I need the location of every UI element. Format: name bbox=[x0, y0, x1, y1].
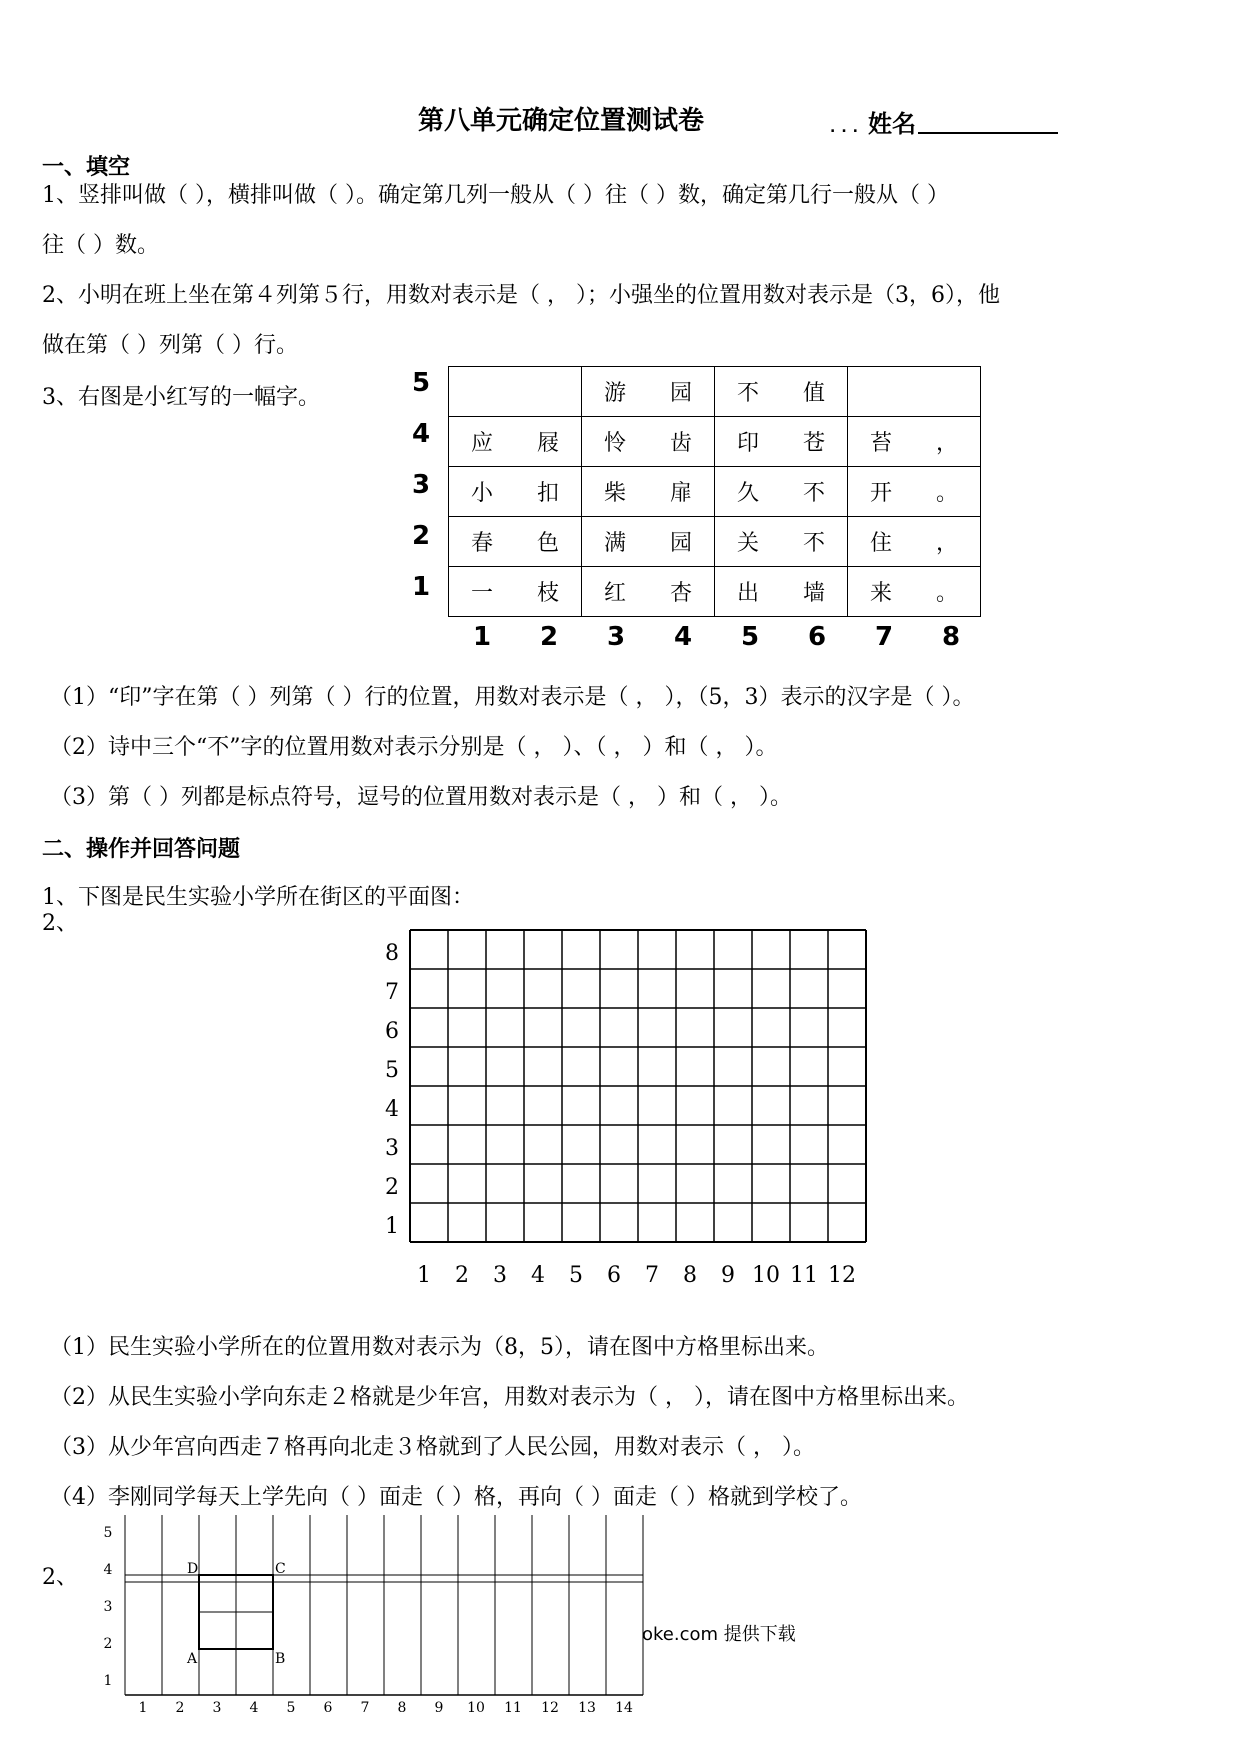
poem-col-label: 8 bbox=[941, 622, 961, 652]
s2-sub3: （3）从少年宫向西走７格再向北走３格就到了人民公园，用数对表示（ ， ）。 bbox=[50, 1435, 815, 1460]
poem-char: 。 bbox=[935, 481, 958, 506]
poem-cell bbox=[582, 467, 715, 517]
poem-char: 来 bbox=[869, 581, 892, 606]
poem-cell bbox=[715, 467, 848, 517]
grid1-x-label: 3 bbox=[493, 1263, 507, 1288]
grid2-x-label: 1 bbox=[138, 1700, 148, 1715]
poem-char: ， bbox=[935, 531, 958, 556]
grid1-x-label: 12 bbox=[828, 1263, 856, 1288]
name-label: 姓名 bbox=[867, 110, 916, 138]
grid2-y-label: 1 bbox=[103, 1673, 113, 1689]
watermark-text: oke.com 提供下载 bbox=[642, 1624, 796, 1645]
poem-row-label: 4 bbox=[412, 419, 431, 449]
poem-cell bbox=[715, 367, 848, 417]
grid2-x-label: 11 bbox=[504, 1700, 522, 1715]
rectangle-grid[interactable] bbox=[100, 1515, 660, 1715]
poem-char: 色 bbox=[536, 531, 559, 556]
poem-char: 柴 bbox=[603, 481, 626, 506]
grid2-x-label: 12 bbox=[541, 1700, 559, 1715]
poem-char: 苔 bbox=[869, 431, 892, 456]
poem-col-label: 1 bbox=[472, 622, 492, 652]
poem-grid bbox=[448, 366, 981, 617]
grid2-x-label: 5 bbox=[286, 1700, 296, 1715]
grid1-y-label: 5 bbox=[385, 1058, 399, 1083]
name-blank-line[interactable] bbox=[918, 132, 1058, 134]
poem-cell bbox=[715, 417, 848, 467]
poem-char: 扉 bbox=[669, 481, 692, 506]
poem-char: 春 bbox=[470, 531, 493, 556]
point-label-c: C bbox=[275, 1561, 286, 1577]
grid1-y-label: 8 bbox=[385, 941, 399, 966]
point-label-a: A bbox=[187, 1651, 198, 1667]
poem-char: 关 bbox=[736, 531, 759, 556]
point-label-b: B bbox=[275, 1651, 286, 1667]
grid1-x-label: 10 bbox=[752, 1263, 780, 1288]
poem-cell bbox=[848, 517, 981, 567]
section1-heading: 一、填空 bbox=[42, 155, 131, 180]
q3-sub3: （3）第（ ）列都是标点符号，逗号的位置用数对表示是（ ， ）和（ ， ）。 bbox=[50, 785, 792, 810]
poem-cell bbox=[715, 567, 848, 617]
poem-char: 一 bbox=[470, 581, 493, 606]
poem-cell bbox=[848, 567, 981, 617]
grid2-x-label: 14 bbox=[615, 1700, 633, 1715]
grid1-y-label: 2 bbox=[385, 1175, 399, 1200]
q2-line2: 做在第（ ）列第（ ）行。 bbox=[42, 333, 298, 358]
point-label-d: D bbox=[187, 1561, 199, 1577]
grid2-x-label: 8 bbox=[397, 1700, 407, 1715]
q1-line2: 往（ ）数。 bbox=[42, 233, 159, 258]
grid2-x-label: 9 bbox=[434, 1700, 444, 1715]
poem-cell bbox=[582, 567, 715, 617]
poem-char: 扣 bbox=[536, 481, 559, 506]
grid2-y-label: 2 bbox=[103, 1636, 113, 1652]
grid1-x-label: 9 bbox=[721, 1263, 735, 1288]
poem-col-label: 3 bbox=[606, 622, 626, 652]
poem-row bbox=[449, 417, 981, 467]
s2-q1-intro: 1、下图是民生实验小学所在街区的平面图： bbox=[42, 885, 474, 910]
s2-sub4: （4）李刚同学每天上学先向（ ）面走（ ）格，再向（ ）面走（ ）格就到学校了。 bbox=[50, 1485, 862, 1510]
grid2-x-label: 2 bbox=[175, 1700, 185, 1715]
poem-col-label: 2 bbox=[539, 622, 559, 652]
poem-cell bbox=[582, 417, 715, 467]
poem-char: 印 bbox=[736, 431, 759, 456]
grid1-y-label: 4 bbox=[385, 1097, 399, 1122]
grid1-x-label: 4 bbox=[531, 1263, 545, 1288]
grid2-x-label: 7 bbox=[360, 1700, 370, 1715]
grid1-y-label: 6 bbox=[385, 1019, 399, 1044]
grid1-x-label: 6 bbox=[607, 1263, 621, 1288]
page-title: 第八单元确定位置测试卷 bbox=[418, 106, 705, 136]
grid1-x-label: 1 bbox=[417, 1263, 431, 1288]
title-dots: ... bbox=[830, 120, 864, 136]
poem-row bbox=[449, 367, 981, 417]
poem-col-label: 7 bbox=[874, 622, 894, 652]
poem-row bbox=[449, 517, 981, 567]
poem-col-label: 5 bbox=[740, 622, 760, 652]
poem-cell bbox=[848, 467, 981, 517]
q3-sub1: （1）“印”字在第（ ）列第（ ）行的位置，用数对表示是（ ， ），（5，3）表示的汉字是（ ）。 bbox=[50, 685, 975, 710]
street-grid[interactable] bbox=[370, 925, 890, 1295]
grid1-x-label: 7 bbox=[645, 1263, 659, 1288]
poem-cell bbox=[449, 367, 582, 417]
poem-char: 。 bbox=[935, 581, 958, 606]
poem-row-label: 3 bbox=[412, 470, 431, 500]
grid2-x-label: 13 bbox=[578, 1700, 596, 1715]
poem-char: 苍 bbox=[802, 431, 825, 456]
poem-row-label: 2 bbox=[412, 521, 431, 551]
grid2-y-label: 5 bbox=[103, 1525, 113, 1541]
q1-line1: 1、竖排叫做（ ），横排叫做（ ）。确定第几列一般从（ ）往（ ）数，确定第几行一般从（ ） bbox=[42, 183, 949, 208]
s2-q2-label: 2、 bbox=[42, 1565, 78, 1590]
poem-char: 不 bbox=[802, 531, 825, 556]
poem-cell bbox=[715, 517, 848, 567]
poem-char: 不 bbox=[802, 481, 825, 506]
poem-char: 墙 bbox=[802, 581, 825, 606]
poem-char: 应 bbox=[470, 431, 493, 456]
grid1-y-label: 3 bbox=[385, 1136, 399, 1161]
grid2-y-label: 4 bbox=[103, 1562, 113, 1578]
grid1-y-label: 7 bbox=[385, 980, 399, 1005]
grid1-x-label: 8 bbox=[683, 1263, 697, 1288]
poem-cell bbox=[449, 417, 582, 467]
grid2-x-label: 10 bbox=[467, 1700, 485, 1715]
poem-cell bbox=[449, 517, 582, 567]
poem-char: 枝 bbox=[536, 581, 559, 606]
poem-char: 值 bbox=[802, 381, 825, 406]
s2-sub1: （1）民生实验小学所在的位置用数对表示为（8，5），请在图中方格里标出来。 bbox=[50, 1335, 829, 1360]
grid1-x-label: 5 bbox=[569, 1263, 583, 1288]
poem-char: ， bbox=[935, 431, 958, 456]
poem-row bbox=[449, 467, 981, 517]
section2-heading: 二、操作并回答问题 bbox=[42, 837, 241, 862]
poem-char: 开 bbox=[869, 481, 892, 506]
poem-cell bbox=[449, 567, 582, 617]
poem-col-label: 6 bbox=[807, 622, 827, 652]
poem-cell bbox=[582, 367, 715, 417]
poem-char: 红 bbox=[603, 581, 626, 606]
poem-cell bbox=[848, 417, 981, 467]
poem-char: 怜 bbox=[603, 431, 626, 456]
poem-char: 游 bbox=[603, 381, 626, 406]
grid1-y-label: 1 bbox=[385, 1214, 399, 1239]
poem-char: 不 bbox=[736, 381, 759, 406]
grid2-x-label: 6 bbox=[323, 1700, 333, 1715]
poem-row-label: 5 bbox=[412, 368, 431, 398]
poem-char: 齿 bbox=[669, 431, 692, 456]
grid1-x-label: 11 bbox=[790, 1263, 818, 1288]
poem-cell bbox=[582, 517, 715, 567]
poem-char: 满 bbox=[603, 531, 626, 556]
grid2-x-label: 3 bbox=[212, 1700, 222, 1715]
poem-cell bbox=[449, 467, 582, 517]
q3-sub2: （2）诗中三个“不”字的位置用数对表示分别是（ ， ）、（ ， ）和（ ， ）。 bbox=[50, 735, 778, 760]
poem-char: 小 bbox=[470, 481, 493, 506]
poem-char: 园 bbox=[669, 531, 692, 556]
grid2-y-label: 3 bbox=[103, 1599, 113, 1615]
poem-char: 久 bbox=[736, 481, 759, 506]
poem-char: 杏 bbox=[669, 581, 692, 606]
poem-char: 园 bbox=[669, 381, 692, 406]
poem-col-label: 4 bbox=[673, 622, 693, 652]
q2-line1: 2、小明在班上坐在第４列第５行，用数对表示是（ ， ）；小强坐的位置用数对表示是（3，6），他 bbox=[42, 283, 1000, 308]
poem-cell bbox=[848, 367, 981, 417]
grid2-x-label: 4 bbox=[249, 1700, 259, 1715]
poem-row bbox=[449, 567, 981, 617]
poem-row-label: 1 bbox=[412, 572, 431, 602]
poem-char: 出 bbox=[736, 581, 759, 606]
s2-q2-marker: 2、 bbox=[42, 911, 78, 936]
poem-char: 住 bbox=[869, 531, 892, 556]
q3-intro: 3、右图是小红写的一幅字。 bbox=[42, 385, 320, 410]
name-field bbox=[830, 104, 1058, 139]
poem-char: 屐 bbox=[536, 431, 559, 456]
grid1-x-label: 2 bbox=[455, 1263, 469, 1288]
s2-sub2: （2）从民生实验小学向东走２格就是少年宫，用数对表示为（ ， ），请在图中方格里标出来。 bbox=[50, 1385, 969, 1410]
